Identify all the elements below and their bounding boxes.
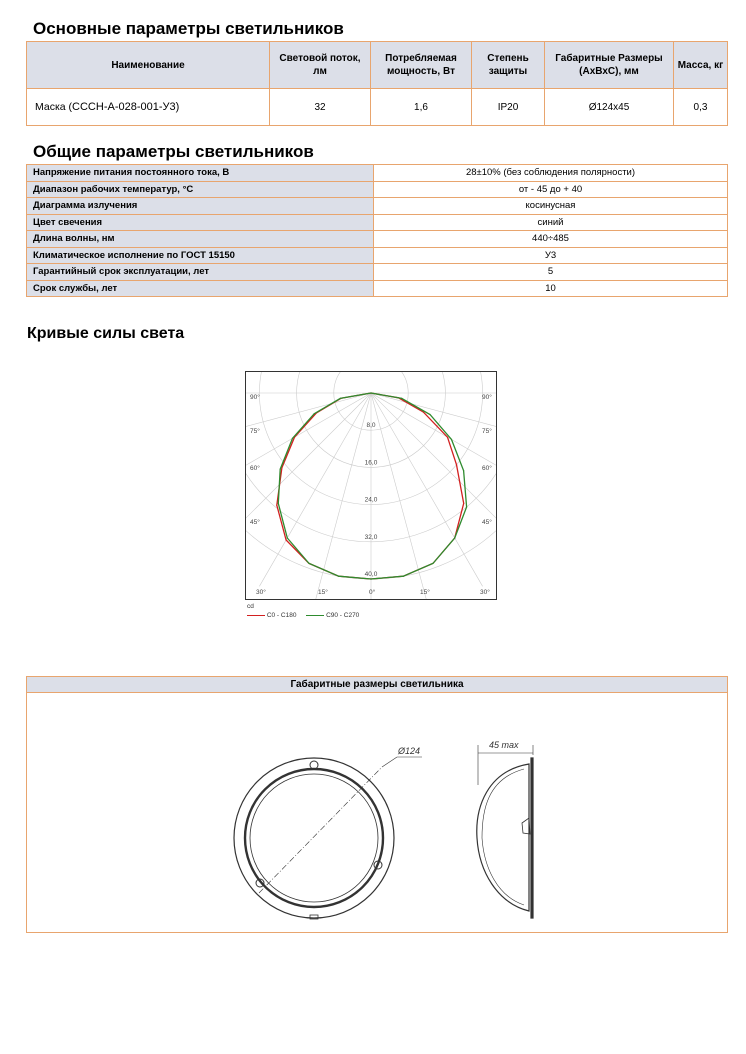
cell-power: 1,6 (371, 89, 472, 126)
param-value: синий (374, 214, 728, 231)
header-flux: Световой поток, лм (270, 42, 371, 89)
angle-label-right: 75° (482, 428, 492, 435)
series-point-1 (429, 414, 430, 415)
series-line-1 (278, 393, 466, 579)
main-params-table (26, 41, 728, 126)
param-value: косинусная (374, 198, 728, 215)
param-value: 28±10% (без соблюдения полярности) (374, 165, 728, 182)
grid-spoke (259, 393, 371, 586)
series-point-1 (466, 506, 467, 507)
series-point-1 (280, 469, 281, 470)
grid-spoke (313, 393, 371, 599)
inner-rim (245, 769, 383, 907)
radial-tick-label: 40,0 (364, 571, 378, 578)
table-row (27, 214, 728, 231)
param-key: Диапазон рабочих температур, °С (27, 181, 374, 198)
param-value: 440÷485 (374, 231, 728, 248)
series-point-1 (370, 578, 371, 579)
general-params-title: Общие параметры светильников (33, 142, 314, 161)
diameter-label: Ø124 (398, 746, 421, 756)
series-point-1 (292, 438, 293, 439)
angle-label-right: 30° (480, 589, 490, 596)
front-view-drawing (234, 757, 422, 919)
grid-spoke (371, 393, 496, 551)
series-point-0 (447, 437, 448, 438)
cell-flux: 32 (270, 89, 371, 126)
height-label: 45 max (489, 740, 519, 750)
dimensions-drawing (27, 693, 727, 932)
param-key: Диаграмма излучения (27, 198, 374, 215)
angle-label-left: 60° (250, 465, 260, 472)
angle-label-right: 60° (482, 465, 492, 472)
main-params-title: Основные параметры светильников (33, 19, 344, 38)
cell-name-prefix: Маска ( (35, 101, 73, 113)
series-point-1 (338, 576, 339, 577)
cell-size: Ø124х45 (545, 89, 674, 126)
cell-name-model: СССН-А-028-001-У3) (72, 101, 180, 113)
legend-swatch-green (306, 615, 324, 617)
chart-legend (247, 603, 359, 619)
light-curves-title: Кривые силы света (27, 325, 185, 342)
angle-label-left: 90° (250, 394, 260, 401)
grid-spoke (246, 393, 371, 551)
polar-chart (245, 371, 497, 600)
series-point-0 (463, 503, 464, 504)
series-point-1 (287, 537, 288, 538)
table-row (27, 231, 728, 248)
series-point-1 (370, 392, 371, 393)
grid-spoke (371, 393, 429, 599)
general-params-table (26, 164, 728, 297)
angle-label-left: 30° (256, 589, 266, 596)
series-point-1 (314, 413, 315, 414)
param-key: Климатическое исполнение по ГОСТ 15150 (27, 247, 374, 264)
table-row (27, 198, 728, 215)
dim-leader (382, 757, 397, 767)
angle-label-right: 15° (420, 589, 430, 596)
header-name: Наименование (27, 42, 270, 89)
param-value: У3 (374, 247, 728, 264)
series-point-0 (286, 539, 287, 540)
table-row (27, 264, 728, 281)
header-size: Габаритные Размеры (АхВхС), мм (545, 42, 674, 89)
param-key: Длина волны, нм (27, 231, 374, 248)
dimensions-title: Габаритные размеры светильника (27, 677, 727, 693)
cell-ip: IP20 (472, 89, 545, 126)
table-header-row (27, 42, 728, 89)
series-point-1 (463, 470, 464, 471)
mount-hole (310, 761, 318, 769)
table-row (27, 181, 728, 198)
radial-tick-label: 8,0 (366, 422, 376, 430)
param-key: Цвет свечения (27, 214, 374, 231)
dimensions-box (26, 676, 728, 933)
legend-label-c90: C90 - C270 (326, 612, 360, 619)
series-point-1 (308, 563, 309, 564)
header-power: Потребляемая мощность, Вт (371, 42, 472, 89)
dome-outline (477, 764, 529, 911)
header-ip: Степень защиты (472, 42, 545, 89)
header-mass: Масса, кг (674, 42, 728, 89)
radial-tick-label: 16,0 (364, 459, 378, 467)
legend-unit: cd (247, 603, 254, 610)
series-point-1 (401, 398, 402, 399)
series-point-1 (432, 563, 433, 564)
angle-label-right: 90° (482, 394, 492, 401)
param-value: от - 45 до + 40 (374, 181, 728, 198)
outer-rim (234, 758, 394, 918)
legend-label-c0: C0 - C180 (266, 612, 297, 619)
side-view-drawing (477, 745, 533, 918)
mount-plate (531, 758, 533, 918)
series-point-1 (454, 537, 455, 538)
table-row (27, 165, 728, 182)
param-value: 10 (374, 280, 728, 297)
table-row (27, 280, 728, 297)
polar-chart-svg (246, 372, 496, 599)
angle-label-right: 45° (482, 519, 492, 526)
radial-tick-label: 24,0 (364, 496, 378, 504)
table-row (27, 247, 728, 264)
legend-swatch-red (247, 615, 265, 617)
series-point-1 (340, 398, 341, 399)
table-row (27, 89, 728, 126)
series-point-0 (276, 505, 277, 506)
param-value: 5 (374, 264, 728, 281)
series-point-1 (403, 576, 404, 577)
param-key: Гарантийный срок эксплуатации, лет (27, 264, 374, 281)
angle-label-left: 75° (250, 428, 260, 435)
series-point-0 (456, 464, 457, 465)
series-point-1 (278, 503, 279, 504)
angle-label-left: 45° (250, 519, 260, 526)
angle-label-left: 15° (318, 589, 328, 596)
grid-spoke (371, 393, 483, 586)
param-key: Напряжение питания постоянного тока, В (27, 165, 374, 182)
angle-label-bottom: 0° (369, 589, 376, 596)
cell-mass: 0,3 (674, 89, 728, 126)
series-point-1 (451, 439, 452, 440)
cell-name (27, 89, 270, 126)
param-key: Срок службы, лет (27, 280, 374, 297)
radial-tick-label: 32,0 (364, 533, 378, 541)
